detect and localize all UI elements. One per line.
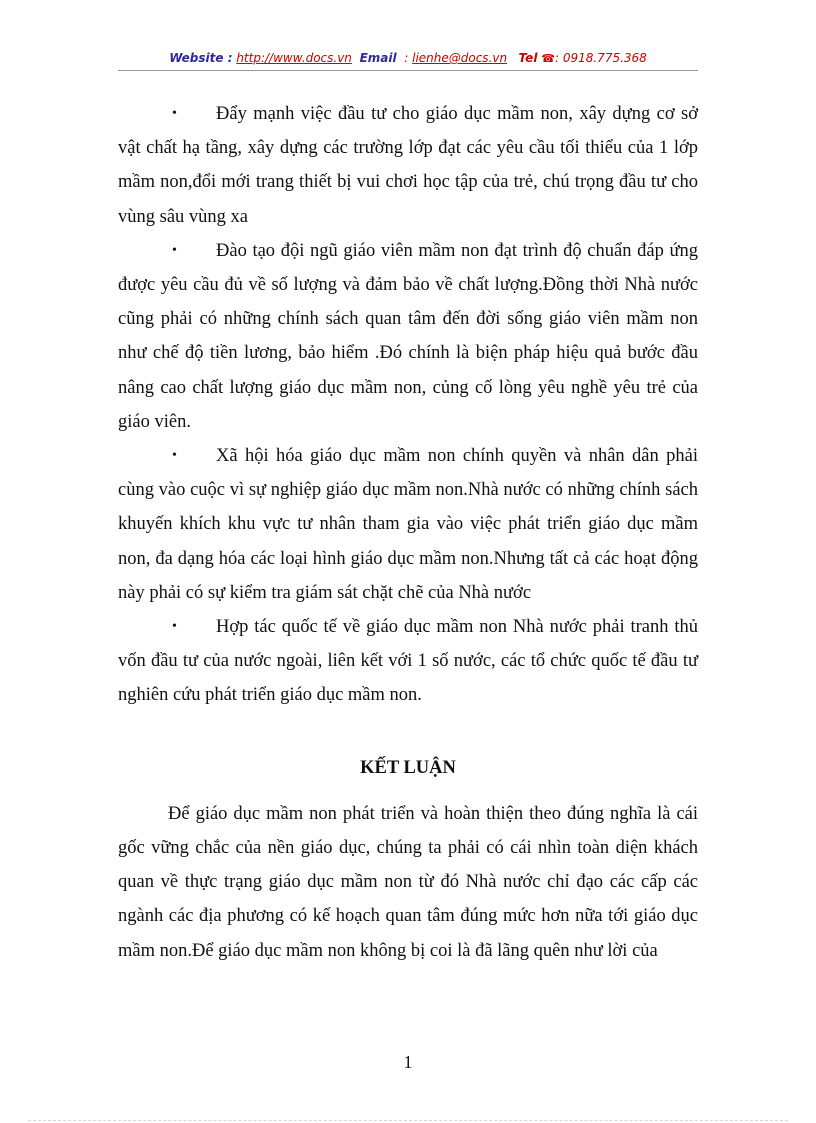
conclusion-paragraph: Để giáo dục mầm non phát triển và hoàn thiện theo đúng nghĩa là cái gốc vững chắc của nền giáo dục, chúng ta phải có cái nhìn toàn diện khách quan về thực trạng giáo dục mầm non từ đó Nhà nước chỉ đạo các cấp các ngành các địa phương có kế hoạch quan tâm đúng mức hơn nữa tới giáo dục mầm non.Để giáo dục mầm non không bị coi là đã lãng quên như lời của	[118, 803, 698, 961]
phone-number: : 0918.775.368	[554, 51, 647, 65]
bullet-text: Hợp tác quốc tế về giáo dục mầm non Nhà nước phải tranh thủ vốn đầu tư của nước ngoài, liên kết với 1 số nước, các tổ chức quốc tế đầu tư nghiên cứu phát triển giáo dục mầm non.	[118, 617, 698, 706]
email-label: Email	[359, 51, 397, 65]
bullet-text: Đẩy mạnh việc đầu tư cho giáo dục mầm non, xây dựng cơ sở vật chất hạ tầng, xây dựng các trường lớp đạt các yêu cầu tối thiểu của 1 lớp mầm non,đổi mới trang thiết bị vui chơi học tập của trẻ, chú trọng đầu tư cho vùng sâu vùng xa	[118, 104, 698, 227]
page-header	[0, 50, 816, 67]
bullet-item	[118, 610, 698, 713]
bullet-item	[118, 97, 698, 234]
phone-icon: ☎	[541, 52, 555, 65]
page-number: 1	[403, 1052, 413, 1072]
conclusion-heading: KẾT LUẬN	[360, 757, 456, 778]
tel-label: Tel	[518, 51, 538, 65]
bullet-text: Xã hội hóa giáo dục mầm non chính quyền và nhân dân phải cùng vào cuộc vì sự nghiệp giáo dục mầm non.Nhà nước có những chính sách khuyến khích khu vực tư nhân tham gia vào việc phát triển giáo dục mầm non, đa dạng hóa các loại hình giáo dục mầm non.Nhưng tất cả các hoạt động này phải có sự kiểm tra giám sát chặt chẽ của Nhà nước	[118, 446, 698, 603]
email-separator: :	[404, 51, 409, 65]
bullet-text: Đào tạo đội ngũ giáo viên mầm non đạt trình độ chuẩn đáp ứng được yêu cầu đủ về số lượng và đảm bảo về chất lượng.Đồng thời Nhà nước cũng phải có những chính sách quan tâm đến đời sống giáo viên mầm non như chế độ tiền lương, bảo hiểm .Đó chính là biện pháp hiệu quả bước đầu nâng cao chất lượng giáo dục mầm non, củng cố lòng yêu nghề yêu trẻ của giáo viên.	[118, 240, 698, 432]
bullet-icon: •	[172, 106, 177, 121]
bullet-icon: •	[172, 448, 177, 464]
bullet-item	[118, 234, 698, 439]
bullet-icon: •	[172, 242, 177, 258]
header-divider	[118, 70, 698, 71]
email-link[interactable]: lienhe@docs.vn	[412, 51, 508, 65]
bullet-item	[118, 439, 698, 610]
document-body	[118, 97, 698, 968]
page-edge-divider	[28, 1120, 788, 1121]
website-link[interactable]: http://www.docs.vn	[236, 51, 352, 65]
bullet-icon: •	[172, 619, 177, 635]
website-label: Website :	[169, 51, 233, 65]
